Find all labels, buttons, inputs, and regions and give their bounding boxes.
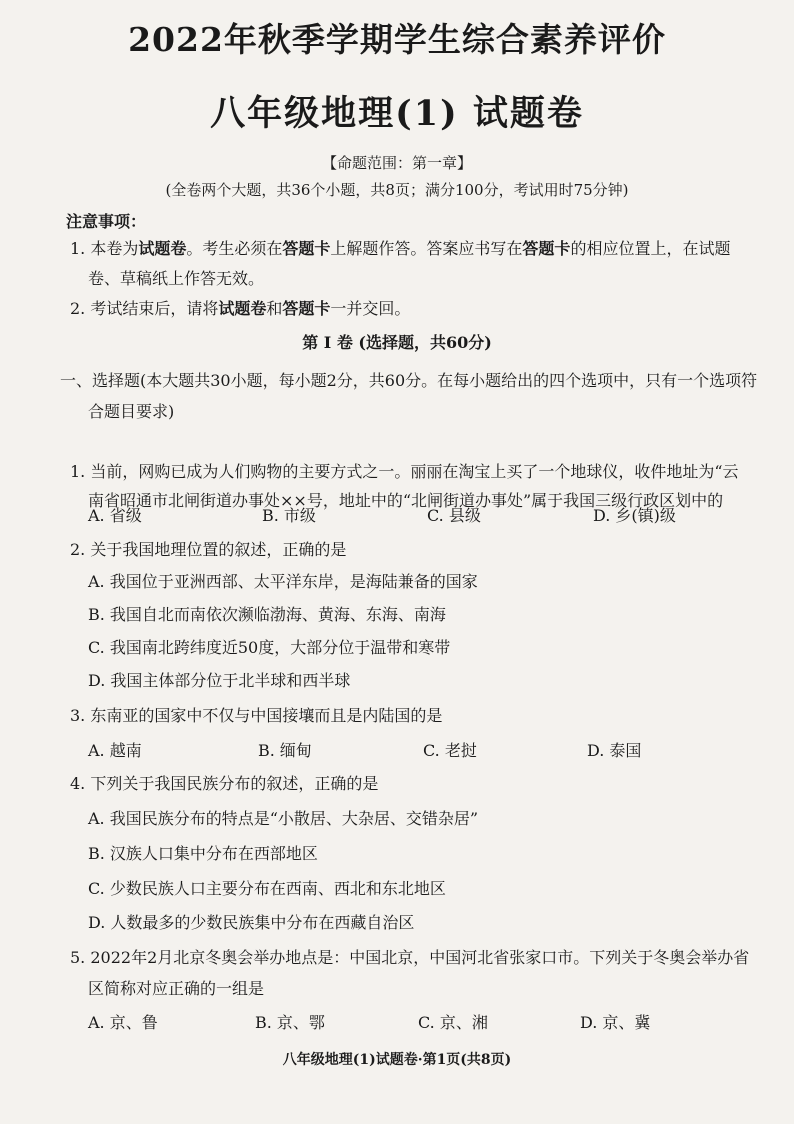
question-5-option-a[interactable]: A. 京、鲁 bbox=[88, 1013, 158, 1032]
question-1-option-a[interactable]: A. 省级 bbox=[88, 506, 142, 525]
question-2-option-b[interactable]: B. 我国自北而南依次濒临渤海、黄海、东海、南海 bbox=[88, 605, 446, 624]
note-item-2: 2. 考试结束后，请将试题卷和答题卡一并交回。 bbox=[70, 299, 411, 318]
question-3-stem: 3. 东南亚的国家中不仅与中国接壤而且是内陆国的是 bbox=[70, 706, 443, 725]
question-3-option-d[interactable]: D. 泰国 bbox=[587, 741, 642, 760]
question-1-stem-cont: 南省昭通市北闸街道办事处××号，地址中的“北闸街道办事处”属于我国三级行政区划中的 bbox=[88, 491, 724, 510]
question-5-stem: 5. 2022年2月北京冬奥会举办地点是：中国北京，中国河北省张家口市。下列关于冬奥会举办省 bbox=[70, 948, 750, 967]
question-1-option-b[interactable]: B. 市级 bbox=[262, 506, 316, 525]
exam-scope: 【命题范围：第一章】 bbox=[321, 154, 472, 172]
question-3-option-a[interactable]: A. 越南 bbox=[88, 741, 142, 760]
question-1-option-d[interactable]: D. 乡(镇)级 bbox=[593, 506, 676, 525]
exam-subtitle: 八年级地理(1) 试题卷 bbox=[210, 93, 584, 134]
question-1-stem: 1. 当前，网购已成为人们购物的主要方式之一。丽丽在淘宝上买了一个地球仪，收件地址为“云 bbox=[70, 462, 739, 481]
section-title: 第 Ⅰ 卷 (选择题，共60分) bbox=[302, 333, 492, 352]
question-4-option-c[interactable]: C. 少数民族人口主要分布在西南、西北和东北地区 bbox=[88, 879, 446, 898]
question-5-stem-cont: 区简称对应正确的一组是 bbox=[88, 979, 265, 998]
question-5-option-b[interactable]: B. 京、鄂 bbox=[255, 1013, 325, 1032]
exam-info: (全卷两个大题，共36个小题，共8页；满分100分，考试用时75分钟) bbox=[165, 181, 629, 199]
question-4-option-d[interactable]: D. 人数最多的少数民族集中分布在西藏自治区 bbox=[88, 913, 415, 932]
part1-instructions-cont: 合题目要求) bbox=[88, 402, 175, 421]
question-4-option-a[interactable]: A. 我国民族分布的特点是“小散居、大杂居、交错杂居” bbox=[88, 809, 479, 828]
question-1-option-c[interactable]: C. 县级 bbox=[427, 506, 481, 525]
page-footer: 八年级地理(1)试题卷·第1页(共8页) bbox=[282, 1052, 512, 1068]
note-item-1-cont: 卷、草稿纸上作答无效。 bbox=[88, 269, 265, 288]
question-4-stem: 4. 下列关于我国民族分布的叙述，正确的是 bbox=[70, 774, 379, 793]
question-2-option-c[interactable]: C. 我国南北跨纬度近50度，大部分位于温带和寒带 bbox=[88, 638, 451, 657]
question-2-option-a[interactable]: A. 我国位于亚洲西部、太平洋东岸，是海陆兼备的国家 bbox=[88, 572, 478, 591]
question-3-option-b[interactable]: B. 缅甸 bbox=[258, 741, 312, 760]
part1-instructions: 一、选择题(本大题共30小题，每小题2分，共60分。在每小题给出的四个选项中，只有一个选项符 bbox=[60, 371, 758, 390]
question-3-option-c[interactable]: C. 老挝 bbox=[423, 741, 477, 760]
question-5-option-d[interactable]: D. 京、冀 bbox=[580, 1013, 651, 1032]
question-2-stem: 2. 关于我国地理位置的叙述，正确的是 bbox=[70, 540, 347, 559]
question-2-option-d[interactable]: D. 我国主体部分位于北半球和西半球 bbox=[88, 671, 351, 690]
notes-title: 注意事项： bbox=[66, 212, 147, 231]
question-4-option-b[interactable]: B. 汉族人口集中分布在西部地区 bbox=[88, 844, 318, 863]
note-item-1: 1. 本卷为试题卷。考生必须在答题卡上解题作答。答案应书写在答题卡的相应位置上，在试题 bbox=[70, 239, 731, 258]
exam-title: 2022年秋季学期学生综合素养评价 bbox=[128, 20, 666, 59]
question-5-option-c[interactable]: C. 京、湘 bbox=[418, 1013, 488, 1032]
